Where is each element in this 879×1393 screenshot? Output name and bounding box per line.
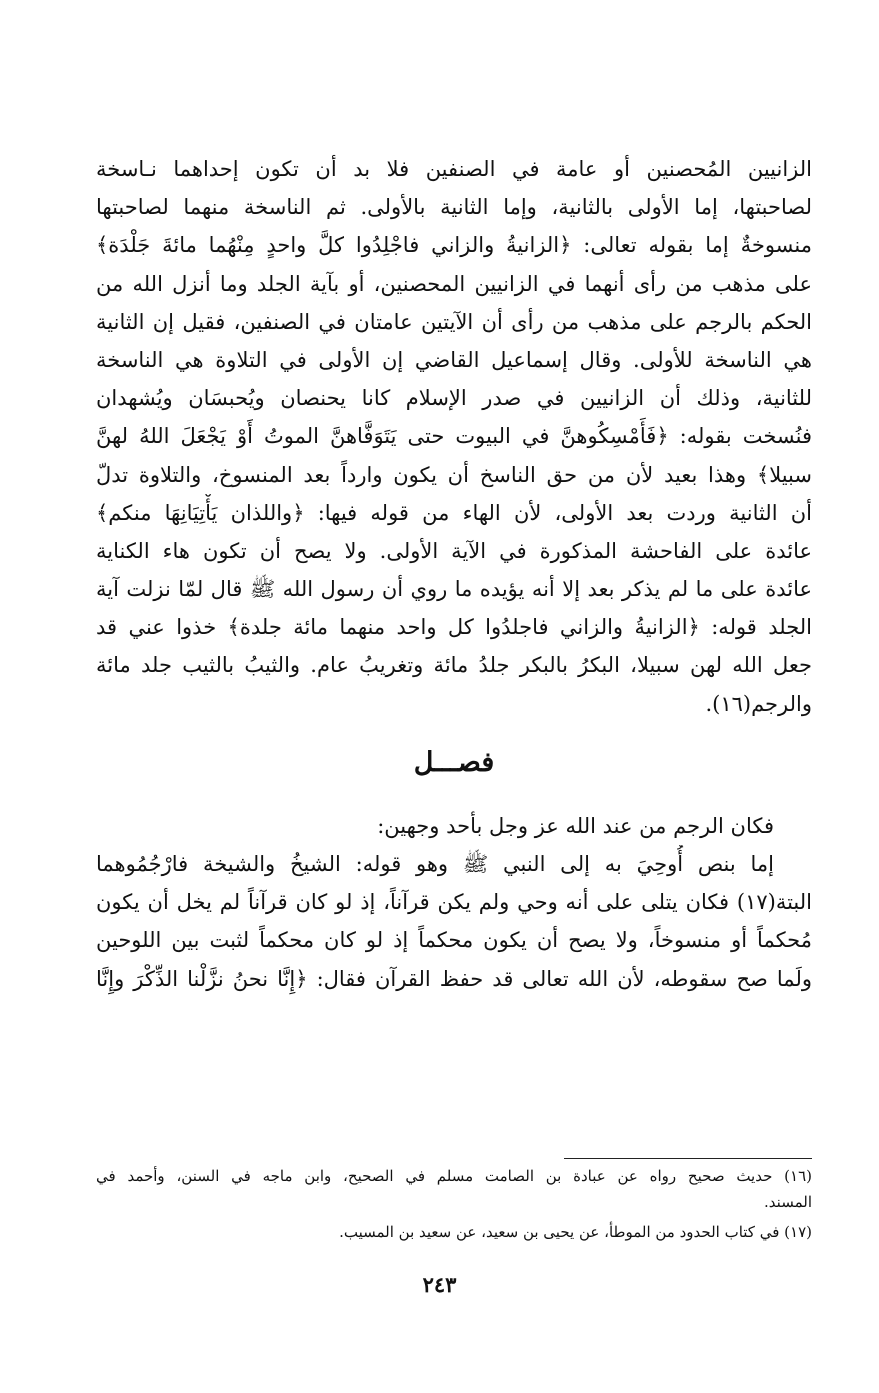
section-heading-wrapper: [96, 723, 812, 803]
text-line: سبيلا﴾ وهذا بعيد لأن من حق الناسخ أن يكون وارداً بعد المنسوخ، والتلاوة تدلّ: [96, 462, 812, 487]
footnote-16: [96, 1158, 812, 1215]
page-number: ٢٤٣: [422, 1272, 457, 1297]
text-line: عائدة على الفاحشة المذكورة في الآية الأولى. ولا يصح أن تكون هاء الكناية: [96, 538, 812, 563]
text-line: لصاحبتها، إما الأولى بالثانية، وإما الثانية بالأولى. ثم الناسخة منهما لصاحبتها: [96, 195, 812, 220]
text-line: على مذهب من رأى أنهما في الزانيين المحصنين، أو بآية الجلد وما أنزل الله من: [96, 271, 812, 296]
text-line: للثانية، وذلك أن الزانيين في صدر الإسلام كانا يحنصان ويُحبسَان ويُشهدان: [96, 386, 812, 411]
text-line: أن الثانية وردت بعد الأولى، لأن الهاء من قوله فيها: ﴿واللذان يَأْتِيَانِهَا منكم﴾: [96, 500, 812, 525]
text-line: جعل الله لهن سبيلا، البكرُ بالبكر جلدُ مائة وتغريبُ عام. والثيبُ بالثيب جلد مائة: [96, 653, 812, 678]
paragraph-abrogation: [96, 150, 812, 723]
footnote-line: (١٧) في كتاب الحدود من الموطأ، عن يحيى بن سعيد، عن سعيد بن المسيب.: [339, 1223, 812, 1241]
text-line: الزانيين المُحصنين أو عامة في الصنفين فلا بد أن تكون إحداهما نـاسخة: [96, 157, 812, 181]
text-line: والرجم(١٦).: [705, 691, 812, 716]
footnote-divider: [564, 1158, 812, 1159]
text-line: هي الناسخة للأولى. وقال إسماعيل القاضي إن الأولى في التلاوة هي الناسخة: [96, 347, 812, 372]
text-line: الجلد قوله: ﴿الزانيةُ والزاني فاجلدُوا كل واحد منهما مائة جلدة﴾ خذوا عني قد: [96, 615, 812, 640]
text-line: إما بنص أُوحِيَ به إلى النبي ﷺ وهو قوله: الشيخُ والشيخة فارْجُمُوهما: [96, 852, 774, 876]
footnotes: [96, 1158, 812, 1245]
text-line: الحكم بالرجم على مذهب من رأى أن الآيتين عامتان في الصنفين، فقيل إن الثانية: [96, 309, 812, 334]
footnote-line: (١٦) حديث صحيح رواه عن عبادة بن الصامت مسلم في الصحيح، وابن ماجه في السنن، وأحمد في: [96, 1167, 812, 1185]
text-line: منسوخةٌ إما بقوله تعالى: ﴿الزانيةُ والزاني فاجْلِدُوا كلَّ واحدٍ مِنْهُما مائةَ جَلْدَة﴾: [96, 233, 812, 258]
footnote-17: [96, 1215, 812, 1245]
text-line: مُحكماً أو منسوخاً، ولا يصح أن يكون محكماً إذ لو كان محكماً لثبت بين اللوحين: [96, 928, 812, 953]
text-line: عائدة على ما لم يذكر بعد إلا أنه يؤيده ما روي أن رسول الله ﷺ قال لمّا نزلت آية: [96, 577, 812, 602]
main-text: [96, 150, 812, 998]
text-line: ولَما صح سقوطه، لأن الله تعالى قد حفظ القرآن فقال: ﴿إِنَّا نحنُ نزَّلْنا الذِّكْرَ وإِنَّا: [96, 966, 812, 991]
text-line: فكان الرجم من عند الله عز وجل بأحد وجهين:: [377, 813, 774, 838]
text-line: فنُسخت بقوله: ﴿فَأَمْسِكُوهنَّ في البيوت حتى يَتَوَفَّاهنَّ الموتُ أَوْ يَجْعَلَ اللهُ لهنَّ: [96, 424, 812, 449]
paragraph-stoning: [96, 807, 812, 998]
footnote-line: المسند.: [764, 1193, 812, 1211]
text-line: البتة(١٧) فكان يتلى على أنه وحي ولم يكن قرآناً، إذ لو كان قرآناً لم يخل أن يكون: [96, 890, 812, 915]
section-heading: فصـــل: [413, 747, 495, 779]
